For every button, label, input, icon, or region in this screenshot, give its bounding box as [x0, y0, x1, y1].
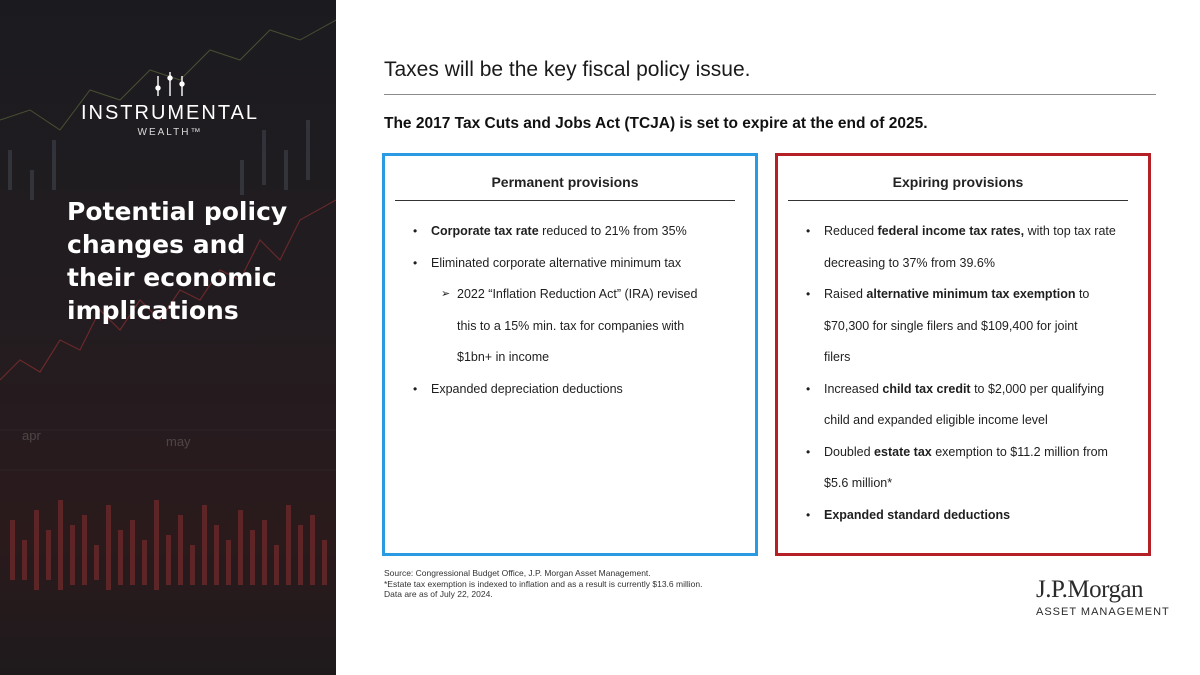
brand-name: INSTRUMENTAL — [80, 102, 260, 124]
title-divider — [384, 94, 1156, 95]
bullet-icon: • — [806, 224, 811, 238]
expiring-provisions-list — [806, 216, 1136, 531]
item-text: exemption to $11.2 million from — [931, 444, 1108, 459]
footnote-line: *Estate tax exemption is indexed to inflation and as a result is currently $13.6 million. — [384, 578, 703, 589]
slide-title: Taxes will be the key fiscal policy issue. — [384, 58, 751, 81]
item-text: Reduced — [824, 224, 878, 238]
item-continuation: filers — [824, 350, 851, 364]
bullet-icon: • — [806, 507, 811, 522]
instrumental-wealth-logo — [80, 70, 260, 138]
item-text: Expanded depreciation deductions — [431, 381, 623, 396]
page-headline: Potential policy changes and their economic implications — [67, 197, 288, 325]
sub-list-item — [413, 279, 743, 374]
jpmorgan-name: J.P.Morgan — [1036, 576, 1144, 603]
logo-slider-icon — [150, 70, 190, 98]
bullet-icon: • — [806, 287, 811, 301]
bullet-icon: • — [413, 255, 418, 270]
bullet-icon: • — [413, 381, 418, 396]
source-footnote — [384, 568, 804, 600]
list-item — [806, 500, 1136, 532]
left-panel — [0, 0, 336, 675]
sub-item-line: this to a 15% min. tax for companies with — [457, 318, 685, 333]
jpmorgan-sub: ASSET MANAGEMENT — [1036, 606, 1170, 618]
bullet-icon: • — [806, 444, 811, 459]
item-bold: estate tax — [874, 444, 932, 459]
chart-label-apr: apr — [22, 428, 41, 443]
brand-sub: WEALTH™ — [137, 127, 203, 138]
item-text: to $2,000 per qualifying — [970, 381, 1105, 396]
list-item — [413, 248, 743, 280]
permanent-provisions-list — [413, 216, 743, 405]
footnote-line: Data are as of July 22, 2024. — [384, 589, 493, 599]
item-bold: federal income tax rates, — [877, 224, 1025, 238]
sub-item-line: 2022 “Inflation Reduction Act” (IRA) revised — [457, 287, 698, 301]
permanent-provisions-box — [382, 153, 758, 556]
slide-subtitle: The 2017 Tax Cuts and Jobs Act (TCJA) is set to expire at the end of 2025. — [384, 115, 928, 132]
item-bold: Corporate tax rate — [431, 224, 539, 238]
list-item — [413, 216, 743, 248]
jpmorgan-logo — [1036, 576, 1170, 618]
item-continuation: $5.6 million* — [824, 476, 893, 490]
item-continuation: child and expanded eligible income level — [824, 413, 1048, 427]
item-bold: Expanded standard deductions — [824, 507, 1011, 522]
expiring-provisions-box — [775, 153, 1151, 556]
item-text: Eliminated corporate alternative minimum tax — [431, 255, 682, 270]
item-text: with top tax rate — [1024, 224, 1116, 238]
item-text: to — [1075, 287, 1090, 301]
item-text: Doubled — [824, 444, 875, 459]
bullet-icon: • — [413, 224, 418, 238]
chart-label-may: may — [166, 434, 191, 449]
item-continuation: decreasing to 37% from 39.6% — [824, 255, 995, 270]
item-bold: child tax credit — [882, 381, 971, 396]
item-text: reduced to 21% from 35% — [538, 224, 687, 238]
footnote-line: Source: Congressional Budget Office, J.P. Morgan Asset Management. — [384, 568, 651, 578]
item-continuation: $70,300 for single filers and $109,400 for joint — [824, 318, 1078, 333]
permanent-provisions-heading: Permanent provisions — [395, 174, 735, 201]
bullet-icon: • — [806, 381, 811, 396]
item-text: Raised — [824, 287, 867, 301]
item-bold: alternative minimum tax exemption — [866, 287, 1076, 301]
list-item — [806, 216, 1136, 279]
item-text: Increased — [824, 381, 883, 396]
list-item — [413, 374, 743, 406]
slide-content — [336, 0, 1200, 675]
arrow-bullet-icon: ➢ — [441, 288, 451, 300]
list-item — [806, 374, 1136, 437]
sub-item-line: $1bn+ in income — [457, 350, 550, 364]
list-item — [806, 437, 1136, 500]
expiring-provisions-heading: Expiring provisions — [788, 174, 1128, 201]
list-item — [806, 279, 1136, 374]
